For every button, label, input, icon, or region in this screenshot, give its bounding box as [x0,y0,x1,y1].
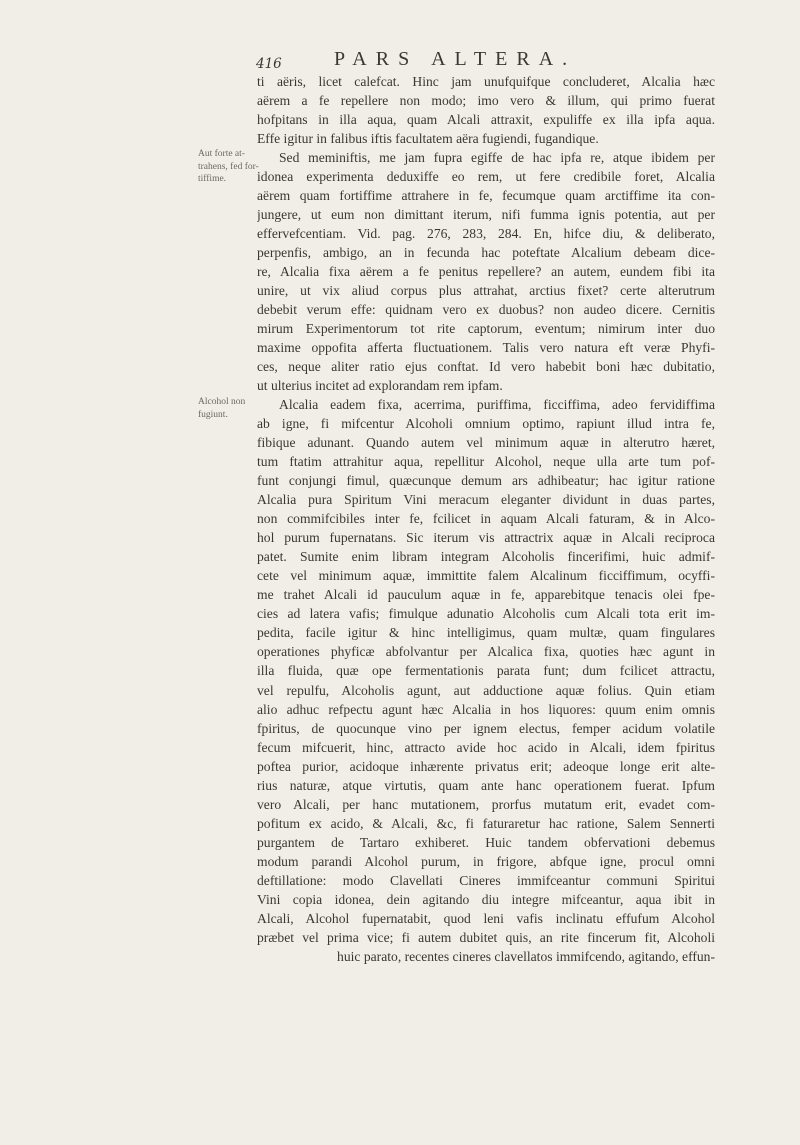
text-line: Vini copia idonea, dein agitando diu integre mifceantur, aqua ibit in [257,891,715,907]
text-line: funt conjungi fimul, quæcunque demum ars adhibeatur; hac igitur ratione [257,473,715,489]
text-line: unire, ut vix aliud corpus plus attrahat, arctius fixet? certe alterutrum [257,283,715,299]
text-line: alio adhuc refpectu agunt hæc Alcalia in hos liquores: quum enim omnis [257,701,715,717]
text-line: idonea experimenta deduxiffe eo rem, ut fere credibile foret, Alcalia [257,169,715,185]
text-line: maxime oppofita afferta fluctuationem. Talis vero natura eft veræ Phyfi- [257,340,715,356]
text-line: debebit verum effe: quidnam vero ex duobus? non audeo dicere. Cernitis [257,302,715,318]
text-line: Sed meminiftis, me jam fupra egiffe de hac ipfa re, atque ibidem per [279,150,715,166]
text-line: ut ulterius incitet ad explorandam rem ipfam. [257,378,503,394]
catchword: huic parato, recentes cineres clavellatos immifcendo, agitando, effun- [337,948,715,964]
text-line: fpiritus, de quocunque vino per ignem electus, femper acidum volatile [257,720,715,736]
body-text [257,72,715,966]
text-line: hofpitans in illa aqua, quam Alcali attraxit, expuliffe ex illa ipfa aqua. [257,112,715,128]
text-line: cies ad latera vafis; fimulque adunatio Alcoholis cum Alcali tota erit im- [257,606,715,622]
text-line: Alcalia eadem fixa, acerrima, puriffima, ficciffima, adeo fervidiffima [279,397,715,413]
text-line: rius naturæ, atque virtutis, quam ante hanc operationem fuerat. Ipfum [257,777,715,793]
margin-note-line: Alcohol non [198,397,246,407]
text-line: cete vel minimum aquæ, immittite falem Alcalinum ficciffimum, ocyffi- [257,568,715,584]
text-line: ti aëris, licet calefcat. Hinc jam unufquifque concluderet, Alcalia hæc [257,74,715,89]
text-line: non commifcibiles inter fe, fcilicet in aquam Alcali faturam, & in Alco- [257,511,715,527]
running-head: PARS ALTERA. [334,48,577,70]
text-line: vel repulfu, Alcoholis agunt, aut adductione aquæ folius. Quin etiam [257,682,715,698]
text-line: aërem a fe repellere non modo; imo vero & illum, qui primo fuerat [257,93,715,109]
text-line: me trahet Alcali id pauculum aquæ in fe, apparebitque tenacis olei fpe- [257,587,715,603]
margin-note-line: trahens, fed for- [198,161,259,172]
text-line: operationes phyficæ abfolvantur per Alcalica fixa, quoties hæc agunt in [257,644,715,660]
text-line: Effe igitur in falibus iftis facultatem aëra fugiendi, fugandique. [257,131,599,147]
text-line: hol purum fupernatans. Sic iterum vis attractrix aquæ in Alcali reciproca [257,530,715,546]
margin-note-line: tiffime. [198,174,227,184]
text-line: tum ftatim attrahitur aqua, repellitur Alcohol, neque ulla arte tum pof- [257,454,715,470]
text-line: patet. Sumite enim libram integram Alcoholis fincerifimi, huic admif- [257,549,715,565]
text-line: jungere, ut eum non dimittant iterum, nifi fumma ignis potentia, aut per [257,207,715,223]
margin-note-2 [198,396,256,421]
text-line: purgantem de Tartaro exhiberet. Huic tandem obfervationi debemus [257,834,715,850]
text-line: illa fluida, quæ ope fermentationis parata funt; dum fcilicet attractu, [257,663,715,679]
text-line: Alcalia pura Spiritum Vini meracum eleganter dividunt in duas partes, [257,492,715,508]
text-line: vero Alcali, per hanc mutationem, prorfus mutatum erit, evadet com- [257,796,715,812]
margin-note-line: fugiunt. [198,409,228,420]
text-line: aërem quam fortiffime attrahere in fe, fecumque quam arctiffime ita con- [257,188,715,204]
text-line: ces, neque aliter ratio ejus conftat. Id vero habebit boni hæc dubitatio, [257,359,715,375]
text-line: re, Alcalia fixa aërem a fe penitus repellere? an autem, eundem fibi ita [257,264,715,280]
margin-note-line: Aut forte at- [198,149,245,159]
text-line: pofitum ex acido, & Alcali, &c, fi faturaretur hac ratione, Salem Sennerti [257,815,715,831]
text-line: pedita, facile igitur & hinc intelligimus, quam multæ, quam fingulares [257,625,715,641]
text-line: fecum mifcuerit, hinc, attracto avide hoc acido in Alcali, idem fpiritus [257,739,715,755]
page-number: 416 [256,56,282,72]
margin-note-1 [198,148,259,186]
text-line: poftea purior, acidoque inhærente privatus erit; adeoque longe erit alte- [257,758,715,774]
text-line: ab igne, fi mifcentur Alcoholi omnium optimo, rapiunt illud intra fe, [257,416,715,432]
text-line: præbet vel prima vice; fi autem dubitet quis, an rite fincerum fit, Alcoholi [257,929,715,945]
text-line: deftillatione: modo Clavellati Cineres immifceantur communi Spiritui [257,872,715,888]
text-line: Alcali, Alcohol fupernatabit, quod leni vafis inclinatu effufum Alcohol [257,910,715,926]
text-line: mirum Experimentorum tot rite captorum, eventum; nimirum inter duo [257,321,715,337]
text-line: perpenfis, ambigo, an in fecunda hac poteftate Alcalium debeam dice- [257,245,715,261]
text-line: effervefcentiam. Vid. pag. 276, 283, 284. En, hifce diu, & deliberato, [257,226,715,242]
text-line: fibique adunant. Quando autem vel minimum aquæ in alterutro hæret, [257,435,715,451]
text-line: modum parandi Alcohol purum, in frigore, abfque igne, procul omni [257,853,715,869]
